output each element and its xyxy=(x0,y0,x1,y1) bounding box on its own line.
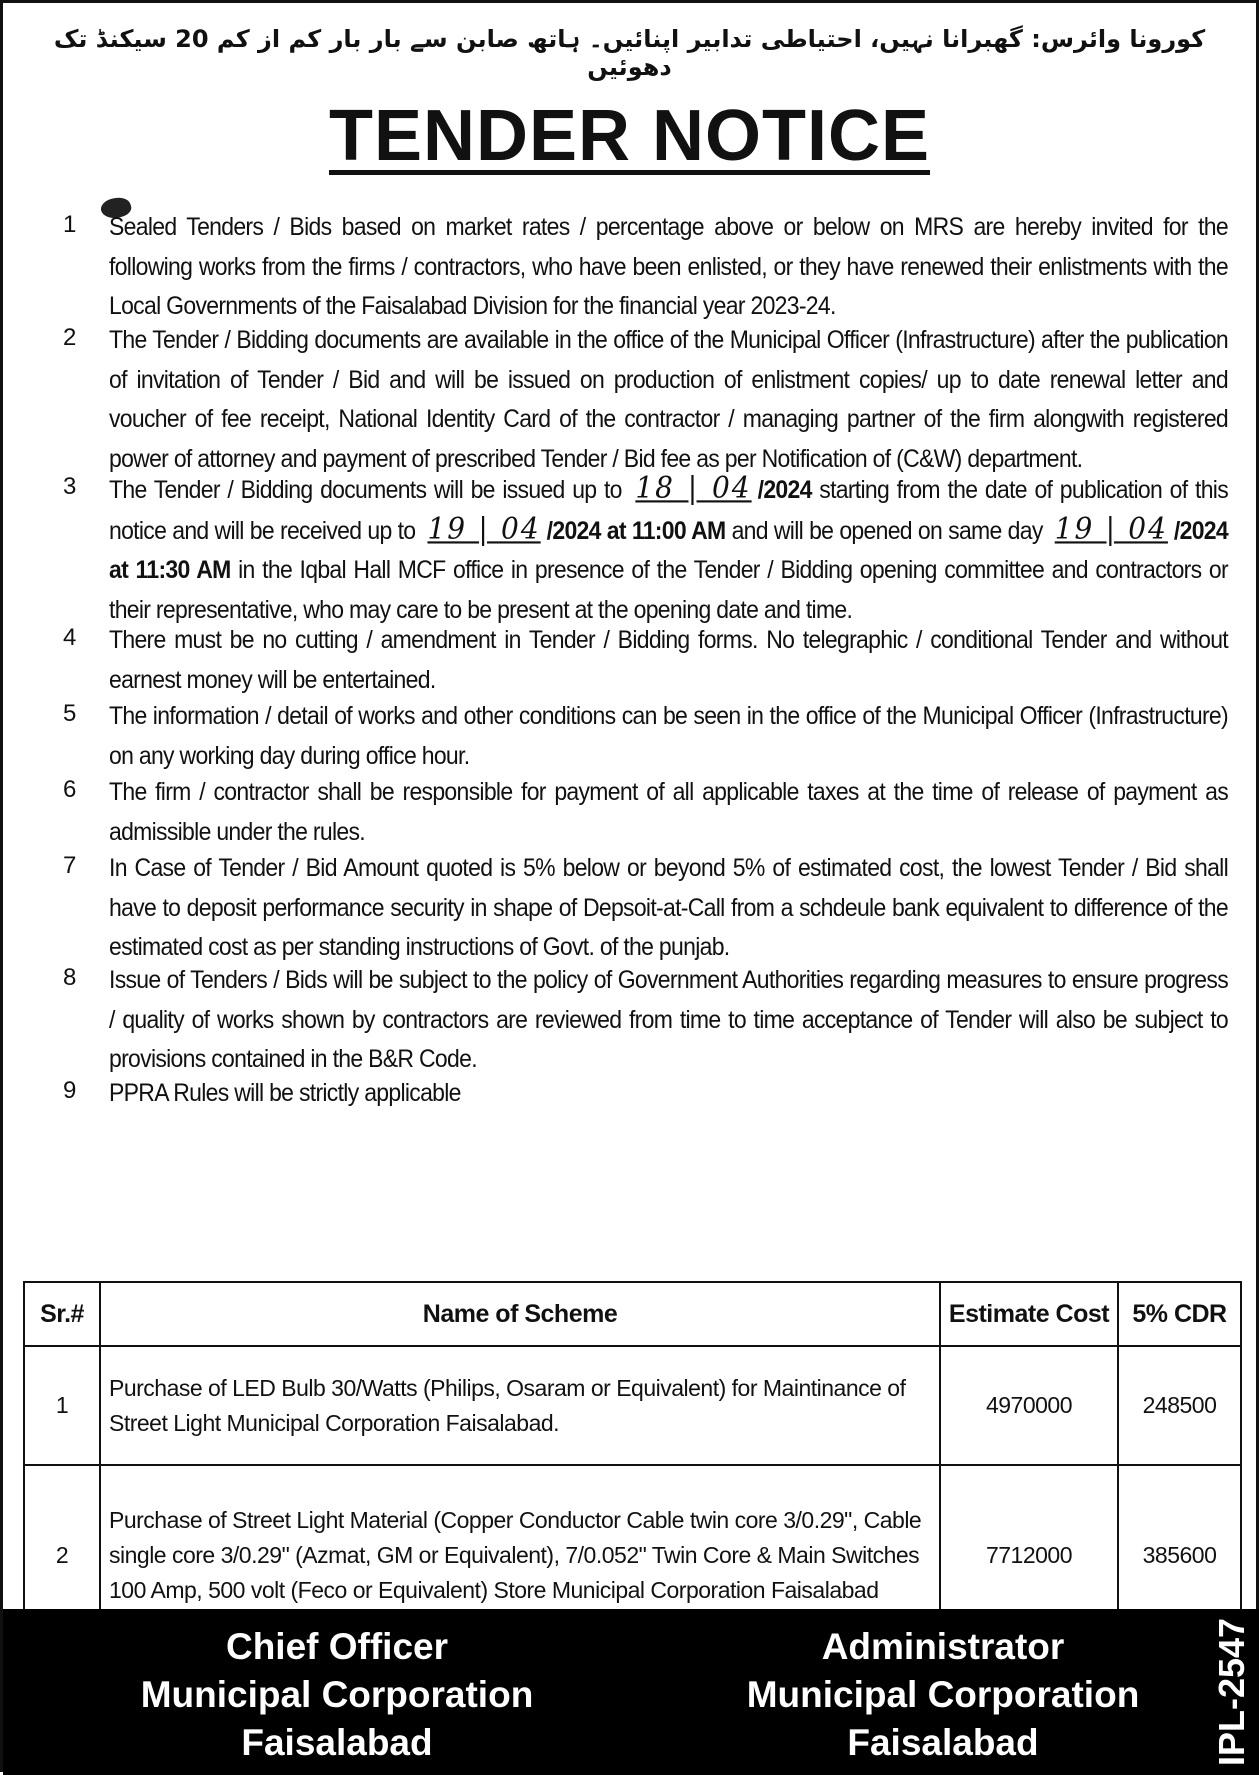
signatory-city: Faisalabad xyxy=(241,1722,433,1763)
clause-text-dates xyxy=(109,469,1228,629)
clause-item xyxy=(43,207,1228,320)
clause-number: 5 xyxy=(63,699,77,727)
clause-number: 3 xyxy=(63,472,77,500)
clause-item xyxy=(43,320,1228,472)
cell-cdr: 385600 xyxy=(1118,1465,1241,1645)
signature-footer xyxy=(3,1609,1259,1775)
clause-text: PPRA Rules will be strictly applicable xyxy=(109,1077,461,1106)
clause-number: 8 xyxy=(63,964,77,991)
cell-scheme-name: Purchase of Street Light Material (Copper Conductor Cable twin core 3/0.29", Cable single core 3/0.29" (Azmat, GM or Equivalent), 7/0.052" Twin Core & Main Switches 100 Amp, 500 volt (Feco or Equivalent) Store Municipal Corporation Faisalabad xyxy=(100,1465,940,1645)
clause-text: The firm / contractor shall be responsible for payment of all applicable taxes at the time of release of payment as admissible under the rules. xyxy=(109,776,1228,845)
clause-item xyxy=(43,469,1229,623)
page-title: TENDER NOTICE xyxy=(328,96,931,176)
clause-number: 9 xyxy=(63,1076,77,1104)
cell-scheme-name: Purchase of LED Bulb 30/Watts (Philips, Osaram or Equivalent) for Maintinance of Street Light Municipal Corporation Faisalabad. xyxy=(100,1346,940,1465)
clause-item xyxy=(43,960,1228,1073)
clause-item xyxy=(43,1073,1228,1110)
clause-text: There must be no cutting / amendment in Tender / Bidding forms. No telegraphic / conditional Tender and without earnest money will be entertained. xyxy=(109,624,1228,693)
ipl-code: IPL-2547 xyxy=(1211,1617,1253,1767)
clause-text: Issue of Tenders / Bids will be subject to the policy of Government Authorities regarding measures to ensure progress / quality of works shown by contractors are reviewed from time to time acceptance of Tender will also be subject to provisions contained in the B&R Code. xyxy=(109,965,1228,1073)
clause-list xyxy=(43,207,1228,1112)
clause-3-part5: and will be opened on same day xyxy=(725,515,1043,544)
cell-cdr: 248500 xyxy=(1118,1346,1241,1465)
clause-number: 1 xyxy=(63,211,77,238)
header-estimate-cost: Estimate Cost xyxy=(940,1282,1118,1346)
header-sr: Sr.# xyxy=(24,1282,100,1346)
title-wrapper xyxy=(3,95,1256,177)
cell-sr: 2 xyxy=(24,1465,100,1645)
handwritten-opening-date: 19 | 04 xyxy=(1054,510,1168,546)
table-header-row xyxy=(24,1282,1241,1346)
cell-estimate-cost: 7712000 xyxy=(940,1465,1118,1645)
clause-text: In Case of Tender / Bid Amount quoted is 5% below or beyond 5% of estimated cost, the lowest Tender / Bid shall have to deposit performance security in shape of Depsoit-at-Call from a schdeule bank equivalent to difference of the estimated cost as per standing instructions of Govt. of the punjab. xyxy=(109,852,1228,960)
signatory-title: Chief Officer xyxy=(225,1626,449,1667)
handwritten-issue-date: 18 | 04 xyxy=(635,469,752,506)
clause-3-opening-time: at 11:30 AM xyxy=(109,554,231,583)
clause-text: The Tender / Bidding documents are available in the office of the Municipal Officer (Infrastructure) after the publication of invitation of Tender / Bid and will be issued on production of enlistment copies/ up to date renewal letter and voucher of fee receipt, National Identity Card of the contractor / managing partner of the firm alongwith registered power of attorney and payment of prescribed Tender / Bid fee as per Notification of (C&W) department. xyxy=(109,324,1228,472)
cell-sr: 1 xyxy=(24,1346,100,1465)
signatory-city: Faisalabad xyxy=(847,1722,1039,1763)
ipl-code-wrapper xyxy=(1208,1609,1256,1775)
signatory-chief-officer xyxy=(87,1623,587,1767)
header-name-of-scheme: Name of Scheme xyxy=(100,1282,940,1346)
urdu-covid-banner: کورونا وائرس: گھبرانا نہیں، احتیاطی تدابیر اپنائیں۔ ہاتھ صابن سے بار بار کم از کم 20 سیکنڈ تک دھوئیں xyxy=(53,25,1206,81)
clause-item xyxy=(43,848,1228,958)
clause-number: 2 xyxy=(63,323,77,351)
scheme-table xyxy=(23,1281,1242,1646)
table-row xyxy=(24,1346,1241,1465)
clause-text: Sealed Tenders / Bids based on market rates / percentage above or below on MRS are hereby invited for the following works from the firms / contractors, who have been enlisted, or they have renewed their enlistments with the Local Governments of the Faisalabad Division for the financial year 2023-24. xyxy=(109,212,1228,320)
clause-number: 7 xyxy=(63,851,77,879)
cell-estimate-cost: 4970000 xyxy=(940,1346,1118,1465)
signatory-title: Administrator xyxy=(821,1626,1065,1667)
clause-3-part8: in the Iqbal Hall MCF office in presence of the Tender / Bidding opening committee and contractors or their representative, who may care to be present at the opening date and time. xyxy=(109,554,1228,623)
signatory-organization: Municipal Corporation xyxy=(746,1674,1140,1715)
clause-item xyxy=(43,772,1228,845)
clause-3-year3: /2024 xyxy=(1173,515,1228,544)
clause-item xyxy=(43,620,1228,693)
signatory-administrator xyxy=(693,1623,1193,1767)
handwritten-receive-date: 19 | 04 xyxy=(427,510,541,546)
signatory-organization: Municipal Corporation xyxy=(140,1674,534,1715)
clause-3-part1: The Tender / Bidding documents will be issued up to xyxy=(109,474,622,504)
clause-3-year1: /2024 xyxy=(757,474,812,504)
clause-item xyxy=(43,696,1228,769)
clause-number: 6 xyxy=(63,775,77,803)
clause-text: The information / detail of works and other conditions can be seen in the office of the Municipal Officer (Infrastructure) on any working day during office hour. xyxy=(109,700,1228,769)
clause-number: 4 xyxy=(63,623,77,651)
clause-3-receive-time: /2024 at 11:00 AM xyxy=(546,515,726,544)
clause-3-part3: starting from the date of publication of this notice and will be received up to xyxy=(109,474,1229,544)
header-cdr: 5% CDR xyxy=(1118,1282,1241,1346)
